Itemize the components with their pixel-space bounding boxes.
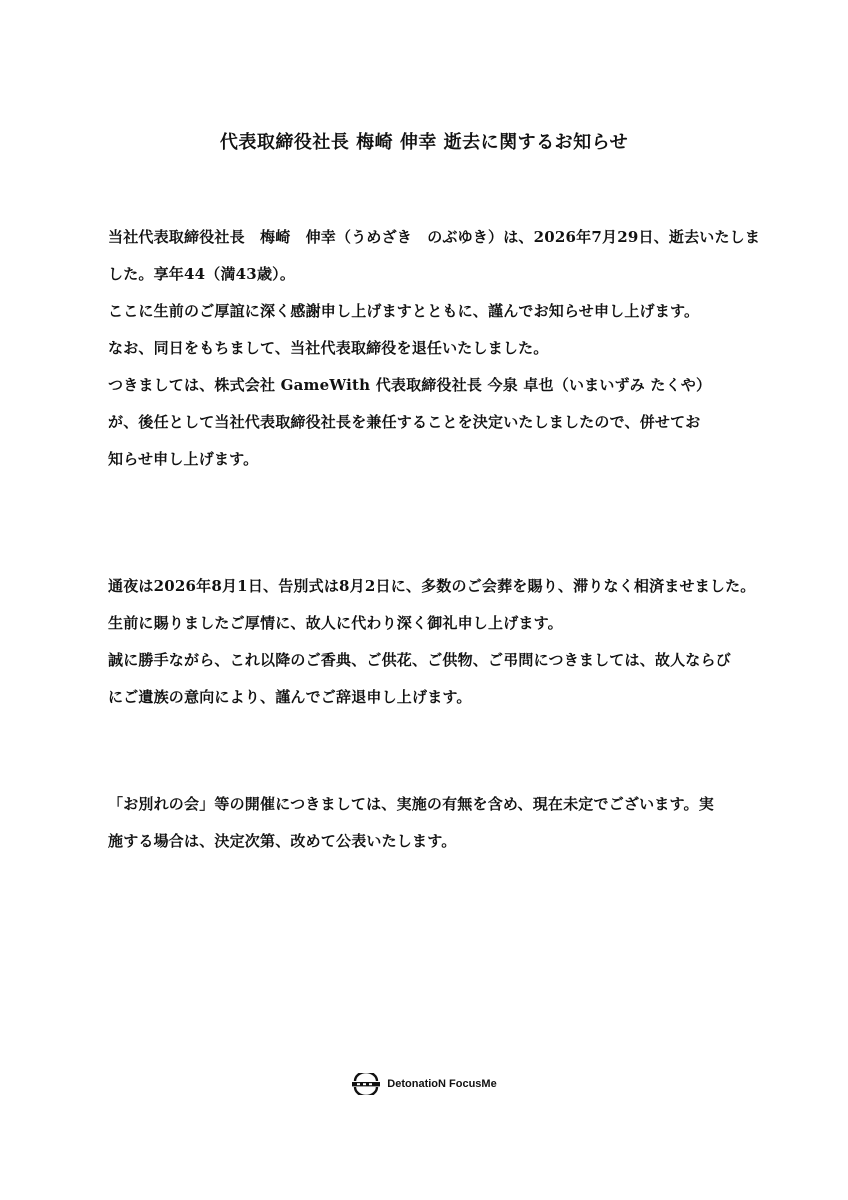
document-title: 代表取締役社長 梅崎 伸幸 逝去に関するお知らせ xyxy=(219,132,629,153)
text-line: した。享年44（満43歳）。 xyxy=(108,265,296,283)
text-line: 通夜は2026年8月1日、告別式は8月2日に、多数のご会葬を賜り、滞りなく相済ませました。 xyxy=(108,577,756,595)
text-line: 知らせ申し上げます。 xyxy=(108,450,259,468)
text-line: ここに生前のご厚誼に深く感謝申し上げますとともに、謹んでお知らせ申し上げます。 xyxy=(108,302,700,320)
logo-text: DetonatioN FocusMe xyxy=(387,1078,497,1090)
paragraph-farewell-event xyxy=(108,786,768,860)
text-line: つきましては、株式会社 GameWith 代表取締役社長 今泉 卓也（いまいずみ たくや） xyxy=(108,376,712,394)
paragraph-funeral xyxy=(108,568,768,716)
text-line: 「お別れの会」等の開催につきましては、実施の有無を含め、現在未定でございます。実 xyxy=(108,795,714,813)
dfm-logo-icon xyxy=(351,1073,381,1095)
text-line: 当社代表取締役社長 梅崎 伸幸（うめざき のぶゆき）は、2026年7月29日、逝去いたしま xyxy=(108,228,761,246)
text-line: 施する場合は、決定次第、改めて公表いたします。 xyxy=(108,832,457,850)
text-line: が、後任として当社代表取締役社長を兼任することを決定いたしましたので、併せてお xyxy=(108,413,701,431)
text-line: 生前に賜りましたご厚情に、故人に代わり深く御礼申し上げます。 xyxy=(108,614,563,632)
footer-logo xyxy=(0,1073,848,1095)
paragraph-announcement xyxy=(108,219,768,478)
text-line: 誠に勝手ながら、これ以降のご香典、ご供花、ご供物、ご弔問につきましては、故人ならび xyxy=(108,651,731,669)
text-line: なお、同日をもちまして、当社代表取締役を退任いたしました。 xyxy=(108,339,549,357)
text-line: にご遺族の意向により、謹んでご辞退申し上げます。 xyxy=(108,688,472,706)
